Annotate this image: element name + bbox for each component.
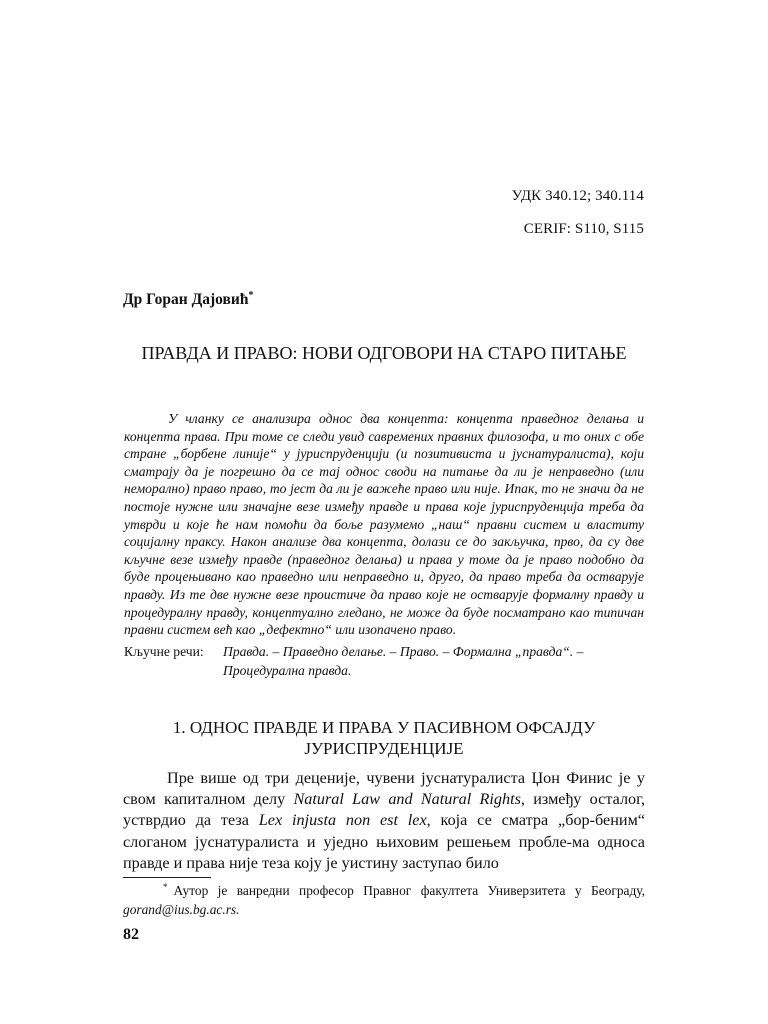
author-name [123, 291, 253, 309]
author-footnote-mark: * [248, 289, 254, 301]
author-email: gorand@ius.bg.ac.rs. [123, 902, 240, 917]
page-number: 82 [123, 926, 139, 943]
book-title: Natural Law and Natural Rights [293, 790, 521, 809]
footnote-text: Аутор је ванредни професор Правног факултета Универзитета у Београду, [173, 883, 645, 898]
paragraph-part-1: Пре више од три деценије, чувени јуснатуралиста Џон Финис је у свом капиталном делу [123, 769, 645, 809]
udk-code: УДК 340.12; 340.114 [511, 188, 644, 204]
cerif-code: CERIF: S110, S115 [523, 221, 644, 237]
keywords-text: Правда. – Праведно делање. – Право. – Формална „правда“. – Процедурална правда. [223, 644, 584, 678]
keywords-label: Кључне речи: [124, 644, 204, 659]
paragraph-part-2: , између осталог, устврдио да теза [123, 790, 645, 830]
latin-thesis: Lex injusta non est lex [258, 811, 427, 830]
article-title: ПРАВДА И ПРАВО: НОВИ ОДГОВОРИ НА СТАРО ПИТАЊЕ [141, 343, 627, 363]
section-heading: 1. ОДНОС ПРАВДЕ И ПРАВА У ПАСИВНОМ ОФСАЈДУ ЈУРИСПРУДЕНЦИЈЕ [172, 718, 596, 758]
body-paragraph [123, 768, 645, 874]
author-name-text: Др Горан Дајовић [123, 291, 249, 308]
keywords [124, 642, 644, 680]
footnote [123, 881, 645, 919]
footnote-divider [123, 877, 211, 878]
paragraph-part-3: , која се сматра „бор-беним“ слоганом јуснатуралиста и уједно њиховим решењем пробле-ма односа правде и права није теза коју је уистину заступао било [123, 811, 645, 872]
footnote-mark: * [163, 881, 168, 892]
abstract: У чланку се анализира однос два концепта: концепта праведног делања и концепта права. При томе се следи увид савремених правних филозофа, и то оних с обе стране „борбене линије“ у јуриспруденцији (и позитивиста и јуснатуралиста), који сматрају да је погрешно да се тај однос своди на питање да ли је неправедно (или неморално) право право, то јест да ли је важеће право или није. Ипак, то не значи да не постоје нужне или значајне везе између правде и права које јуриспруденција треба да утврди и које ће нам помоћи да боље разумемо „наш“ правни систем и властиту социјалну праксу. Након анализе два концепта, долази се до закључка, прво, да су две кључне везе између правде (праведног делања) и права у томе да је право подобно да буде процењивано као праведно или неправедно и, друго, да право треба да остварује правду. Из те две нужне везе проистиче да право које не остварује формалну правду и процедуралну правду, концептуално гледано, не може да буде посматрано као типичан правни систем већ као „дефектно“ или изопачено право. [124, 411, 644, 638]
